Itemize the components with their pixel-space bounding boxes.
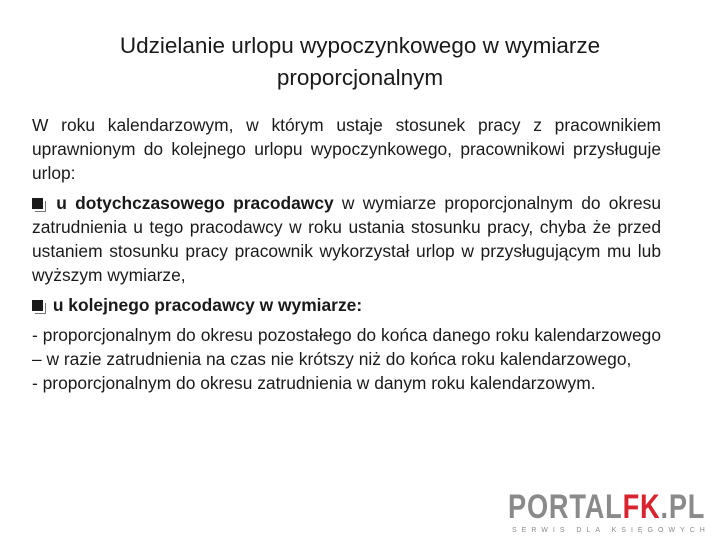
- portalfk-logo: [508, 490, 714, 538]
- slide-content: [32, 113, 661, 395]
- checkbox-bullet-icon: [32, 198, 43, 209]
- bullet-item-next-employer: [32, 293, 661, 317]
- logo-wordmark: PORTALFK.PL: [508, 488, 706, 526]
- bullet-bold-text: u kolejnego pracodawcy w wymiarze:: [52, 295, 363, 315]
- slide-title: Udzielanie urlopu wypoczynkowego w wymiarze proporcjonalnym: [119, 33, 601, 90]
- intro-paragraph: W roku kalendarzowym, w którym ustaje stosunek pracy z pracownikiem uprawnionym do kolejnego urlopu wypoczynkowego, pracownikowi przysługuje urlop:: [32, 115, 661, 183]
- dash-item: - proporcjonalnym do okresu zatrudnienia w danym roku kalendarzowym.: [32, 373, 596, 393]
- bullet-bold-text: u dotychczasowego pracodawcy: [56, 193, 334, 213]
- logo-tagline: SERWIS DLA KSIĘGOWYCH: [512, 527, 710, 534]
- bullet-text: w wymiarze proporcjonalnym do okresu zatrudnienia u tego pracodawcy w roku ustania stosunku pracy, chyba że przed ustaniem stosunku pracy pracownik wykorzystał urlop w przysługującym mu lub wyższym wymiarze,: [32, 193, 661, 285]
- dash-item: - proporcjonalnym do okresu pozostałego do końca danego roku kalendarzowego – w razie zatrudnienia na czas nie krótszy niż do końca roku kalendarzowego,: [32, 325, 661, 369]
- bullet-item-previous-employer: [32, 191, 661, 287]
- checkbox-bullet-icon: [32, 300, 43, 311]
